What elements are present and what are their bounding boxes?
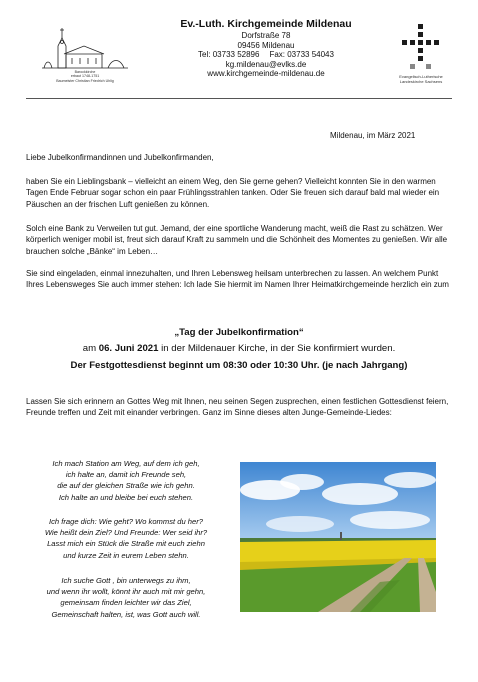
event-pre: am — [82, 343, 99, 354]
poem-stanza — [26, 516, 226, 561]
header-divider — [26, 98, 452, 99]
poem-line: und wenn ihr wollt, könnt ihr auch mit mir gehn, — [46, 587, 206, 597]
phone-fax — [150, 50, 382, 60]
paragraph: Sie sind eingeladen, einmal innezuhalten, und Ihren Lebensweg heilsam unterbrechen zu lassen. An welchem Punkt Ihres Lebensweges Sie auch immer stehen: Ich lade Sie hiermit im Namen Ihrer Heimatkirchgemeinde herzlich ein zum — [26, 269, 449, 290]
poem-line: Gemeinschaft halten, ist, was Gott auch will. — [51, 609, 201, 619]
poem-line: ich halte an, damit ich Freunde seh, — [65, 470, 187, 480]
landscape-photo — [240, 462, 436, 612]
poem-stanza — [26, 458, 226, 503]
poem-line: Wie heißt dein Ziel? Und Freunde: Wer seid ihr? — [44, 528, 208, 538]
landeskirche-caption-line: Evangelisch-Lutherische — [399, 74, 443, 79]
poem-line: die auf der gleichen Straße wie ich gehn. — [57, 481, 195, 491]
event-post: in der Mildenauer Kirche, in der Sie konfirmiert wurden. — [158, 343, 396, 354]
landeskirche-caption-line: Landeskirche Sachsens — [399, 79, 443, 84]
org-name: Ev.-Luth. Kirchgemeinde Mildenau — [180, 18, 352, 30]
event-title: „Tag der Jubelkonfirmation“ — [174, 327, 304, 338]
church-caption — [30, 70, 140, 83]
rapeseed-field-image — [240, 462, 436, 612]
paragraph: haben Sie ein Lieblingsbank – vielleicht an einem Weg, den Sie gerne gehen? Vielleicht konnten Sie in den warmen Tagen Ende Februar sogar schon ein paar Frühlingsstrahlen tanken. Oder Sie freuen sich darauf bald mal wieder ein Päuschen an der frischen Luft genießen zu können. — [26, 177, 440, 209]
landeskirche-caption — [386, 74, 456, 84]
poem-line: Ich frage dich: Wie geht? Wo kommst du her? — [49, 517, 203, 526]
church-caption-line: Baumeister Christian Friedrich Uhlig — [56, 78, 114, 83]
phone: Tel: 03733 52896 — [198, 50, 260, 60]
salutation: Liebe Jubelkonfirmandinnen und Jubelkonfirmanden, — [26, 153, 214, 162]
letterhead — [150, 18, 382, 79]
event-line — [26, 343, 452, 354]
poem-line: Lasst mich ein Stück die Straße mit euch ziehn — [47, 539, 205, 549]
poem-line: gemeinsam finden leichter wir das Ziel, — [60, 598, 192, 608]
city: 09456 Mildenau — [237, 40, 295, 50]
letter-date: Mildenau, im März 2021 — [330, 131, 416, 140]
landeskirche-logo — [386, 22, 456, 92]
fax: Fax: 03733 54043 — [269, 50, 334, 60]
paragraph: Lassen Sie sich erinnern an Gottes Weg mit Ihnen, neu seinen Segen zusprechen, einen festlichen Gottesdienst feiern, Freunde treffen und Zeit mit einander verbringen. Ganz im Sinne dieses alten Junge-Gemeinde-Liedes: — [26, 397, 449, 418]
service-times: Der Festgottesdienst beginnt um 08:30 oder 10:30 Uhr. (je nach Jahrgang) — [70, 360, 408, 371]
poem-line: Ich halte an und bleibe bei euch stehen. — [58, 492, 194, 502]
church-drawing-icon — [38, 24, 132, 70]
church-caption-line: erbaut 1748-1751 — [70, 74, 100, 79]
event-date: 06. Juni 2021 — [98, 343, 159, 354]
dotted-cross-icon — [398, 22, 444, 70]
poem-line: Ich mach Station am Weg, auf dem ich geh, — [52, 459, 200, 468]
website-link[interactable]: www.kirchgemeinde-mildenau.de — [207, 69, 325, 79]
poem-line: Ich suche Gott , bin unterwegs zu ihm, — [61, 576, 191, 585]
poem-stanza — [26, 575, 226, 620]
street: Dorfstraße 78 — [241, 31, 291, 40]
church-logo — [30, 24, 140, 90]
email-link[interactable]: kg.mildenau@evlks.de — [225, 59, 307, 69]
poem-line: und kurze Zeit in eurem Leben stehn. — [63, 550, 189, 560]
paragraph: Solch eine Bank zu Verweilen tut gut. Jemand, der eine sportliche Wanderung macht, weiß die Rast zu schätzen. Wer körperlich weniger mobil ist, freut sich darauf Kraft zu sammeln und die Schönheit des Momentes zu genießen. Wir alle brauchen solche „Bänke“ im Leben… — [26, 224, 448, 256]
church-caption-line: Barockkirche — [74, 70, 96, 74]
